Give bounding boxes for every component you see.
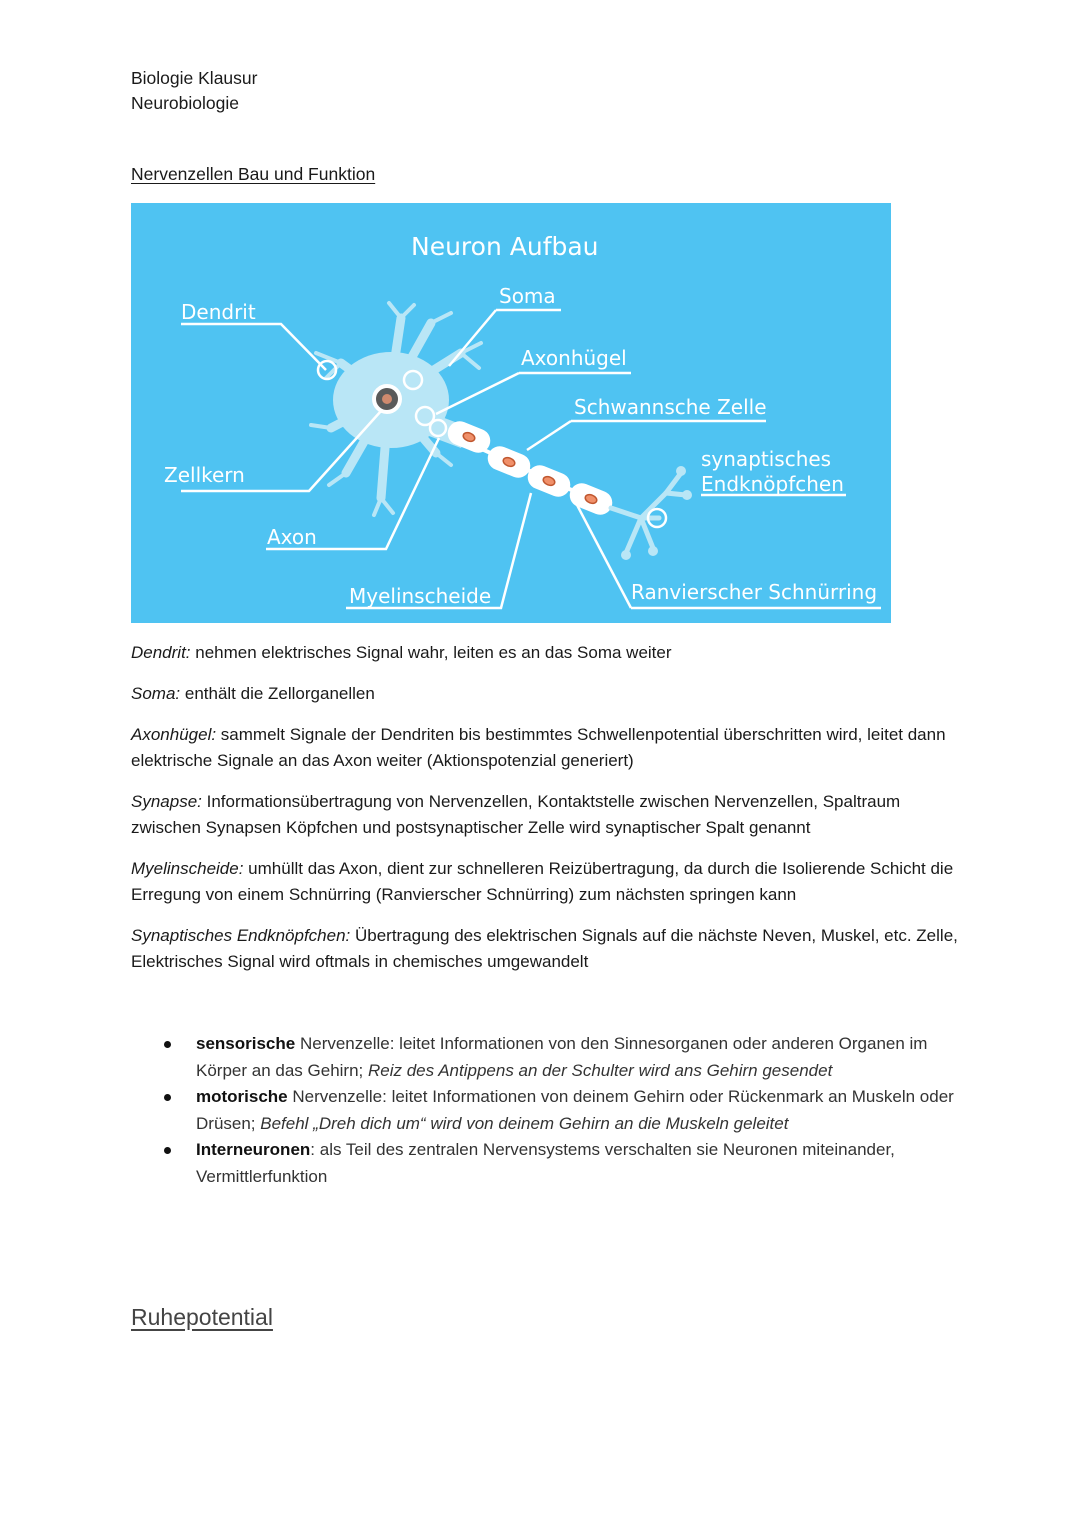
neuron-type-list bbox=[131, 1031, 961, 1190]
label-dendrit: Dendrit bbox=[181, 300, 256, 324]
label-axonhuegel: Axonhügel bbox=[521, 346, 627, 370]
definition-term: Soma: bbox=[131, 684, 181, 703]
definition-axonhuegel bbox=[131, 722, 961, 774]
definition-text: nehmen elektrisches Signal wahr, leiten es an das Soma weiter bbox=[190, 643, 672, 662]
label-zellkern: Zellkern bbox=[164, 463, 245, 487]
list-item-example: Befehl „Dreh dich um“ wird von deinem Gehirn an die Muskeln geleitet bbox=[260, 1113, 789, 1133]
label-myelin: Myelinscheide bbox=[349, 584, 492, 608]
definition-soma bbox=[131, 681, 961, 707]
definition-text: Übertragung des elektrischen Signals auf die nächste Neven, Muskel, etc. Zelle, Elektrisches Signal wird oftmals in chemisches umgewandelt bbox=[131, 926, 958, 971]
list-item-text: Nervenzelle: leitet Informationen von den Sinnesorganen oder anderen Organen im Körper an das Gehirn; bbox=[196, 1034, 928, 1080]
list-item-bold: Interneuronen bbox=[196, 1140, 311, 1159]
definition-text: Informationsübertragung von Nervenzellen, Kontaktstelle zwischen Nervenzellen, Spaltraum zwischen Synapsen Köpfchen und postsynaptischer Zelle wird synaptischer Spalt genannt bbox=[131, 792, 901, 837]
label-soma: Soma bbox=[499, 284, 556, 308]
bullet-icon bbox=[164, 1147, 171, 1154]
definition-term: Myelinscheide: bbox=[131, 859, 244, 878]
bullet-icon bbox=[164, 1094, 171, 1101]
definition-term: Synapse: bbox=[131, 792, 202, 811]
diagram-title: Neuron Aufbau bbox=[411, 232, 599, 261]
header-subject: Biologie Klausur bbox=[131, 68, 258, 88]
definition-myelinscheide bbox=[131, 856, 961, 908]
list-item bbox=[131, 1137, 961, 1190]
list-item bbox=[131, 1084, 961, 1137]
definition-dendrit bbox=[131, 640, 961, 666]
definition-term: Dendrit: bbox=[131, 643, 191, 662]
section-title: Nervenzellen Bau und Funktion bbox=[131, 164, 376, 184]
list-item-example: Reiz des Antippens an der Schulter wird ans Gehirn gesendet bbox=[367, 1060, 833, 1080]
list-item-text: : als Teil des zentralen Nervensystems verschalten sie Neuronen miteinander, Vermittlerfunktion bbox=[196, 1140, 895, 1186]
definition-endknoepfchen bbox=[131, 923, 961, 975]
definition-term: Synaptisches Endknöpfchen: bbox=[131, 926, 351, 945]
bullet-icon bbox=[164, 1041, 171, 1048]
list-item-bold: sensorische bbox=[196, 1034, 296, 1053]
diagram-background bbox=[131, 203, 891, 623]
definition-term: Axonhügel: bbox=[131, 725, 217, 744]
definitions bbox=[131, 640, 961, 990]
label-ranvier: Ranvierscher Schnürring bbox=[631, 580, 878, 604]
header-topic: Neurobiologie bbox=[131, 93, 239, 113]
definition-text: sammelt Signale der Dendriten bis bestimmtes Schwellenpotential überschritten wird, leitet dann elektrische Signale an das Axon weiter (Aktionspotenzial generiert) bbox=[131, 725, 946, 770]
list-item bbox=[131, 1031, 961, 1084]
label-synaptisch-2: Endknöpfchen bbox=[701, 472, 844, 496]
definition-text: umhüllt das Axon, dient zur schnelleren Reizübertragung, da durch die Isolierende Schicht die Erregung von einem Schnürring (Ranvierscher Schnürring) zum nächsten springen kann bbox=[131, 859, 954, 904]
nucleus bbox=[374, 386, 400, 412]
neuron-diagram bbox=[131, 203, 891, 623]
list-item-bold: motorische bbox=[196, 1087, 288, 1106]
definition-synapse bbox=[131, 789, 961, 841]
subheading-ruhepotential: Ruhepotential bbox=[131, 1304, 273, 1330]
list-item-text: Nervenzelle: leitet Informationen von deinem Gehirn oder Rückenmark an Muskeln oder Drüsen; bbox=[196, 1087, 954, 1133]
neuron-diagram-svg bbox=[131, 203, 891, 623]
definition-text: enthält die Zellorganellen bbox=[180, 684, 375, 703]
label-schwann: Schwannsche Zelle bbox=[574, 395, 767, 419]
document-header bbox=[131, 66, 257, 116]
label-axon: Axon bbox=[267, 525, 317, 549]
label-synaptisch-1: synaptisches bbox=[701, 447, 832, 471]
